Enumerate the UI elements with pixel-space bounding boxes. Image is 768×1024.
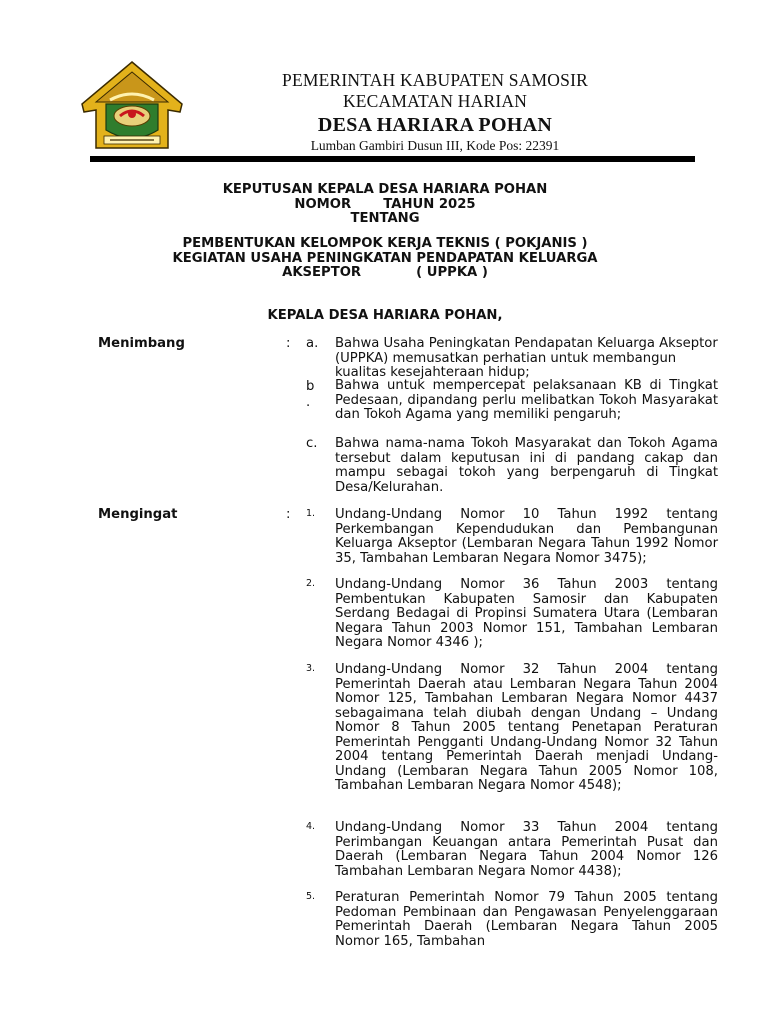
list-text: Undang-Undang Nomor 32 Tahun 2004 tentang Pemerintah Daerah atau Lembaran Negara Tahun 2004 Nomor 125, Tambahan Lembaran Negara Nomor 4437 sebagaimana telah diubah dengan Undang – Undang Nomor 8 Tahun 2005 tentang Penetapan Peraturan Pemerintah Pengganti Undang-Undang Nomor 32 Tahun 2004 tentang Pemerintah Daerah menjadi Undang-Undang (Lembaran Negara Tahun 2005 Nomor 108, Tambahan Lembaran Negara Nomor 4548); xyxy=(335,662,718,793)
list-text: Bahwa Usaha Peningkatan Pendapatan Keluarga Akseptor (UPPKA) memusatkan perhatian untuk membangun kualitas kesejahteraan hidup; xyxy=(335,336,718,380)
subject-line: AKSEPTOR ( UPPKA ) xyxy=(282,265,488,280)
section-label: Mengingat xyxy=(98,507,178,522)
list-marker: 1. xyxy=(306,508,316,519)
letterhead-village: DESA HARIARA POHAN xyxy=(317,114,553,136)
decree-title-line: KEPUTUSAN KEPALA DESA HARIARA POHAN xyxy=(222,182,548,197)
list-marker: 3. xyxy=(306,663,316,674)
list-text: Bahwa untuk mempercepat pelaksanaan KB di Tingkat Pedesaan, dipandang perlu melibatkan Tokoh Masyarakat dan Tokoh Agama yang memiliki pengaruh; xyxy=(335,378,718,422)
list-marker: 5. xyxy=(306,891,316,902)
letterhead-address: Lumban Gambiri Dusun III, Kode Pos: 22391 xyxy=(310,138,560,153)
decree-number-line: NOMOR TAHUN 2025 xyxy=(294,196,476,212)
list-text: Undang-Undang Nomor 10 Tahun 1992 tentang Perkembangan Kependudukan dan Pembangunan Keluarga Akseptor (Lembaran Negara Tahun 1992 Nomor 35, Tambahan Lembaran Negara Nomor 3475); xyxy=(335,507,718,566)
list-text: Undang-Undang Nomor 36 Tahun 2003 tentang Pembentukan Kabupaten Samosir dan Kabupaten Serdang Bedagai di Propinsi Sumatera Utara (Lembaran Negara Tahun 2003 Nomor 151, Tambahan Lembaran Negara Nomor 4346 ); xyxy=(335,577,718,650)
list-marker: c. xyxy=(306,436,318,451)
list-marker: 2. xyxy=(306,578,316,589)
issuer-heading: KEPALA DESA HARIARA POHAN, xyxy=(267,308,503,323)
list-text: Undang-Undang Nomor 33 Tahun 2004 tentang Perimbangan Keuangan antara Pemerintah Pusat dan Daerah (Lembaran Negara Tahun 2004 Nomor 126 Tambahan Lembaran Negara Nomor 4438); xyxy=(335,820,718,879)
section-colon: : xyxy=(286,336,291,351)
letterhead-district: KECAMATAN HARIAN xyxy=(342,91,528,111)
samosir-emblem-icon xyxy=(80,60,184,152)
letterhead xyxy=(210,70,660,155)
list-text: Bahwa nama-nama Tokoh Masyarakat dan Tokoh Agama tersebut dalam keputusan ini di pandang cakap dan mampu sebagai tokoh yang berpengaruh di Tingkat Desa/Kelurahan. xyxy=(335,436,718,495)
decree-title xyxy=(70,183,700,227)
decree-subject xyxy=(70,237,700,281)
section-label: Menimbang xyxy=(98,336,185,351)
letterhead-government: PEMERINTAH KABUPATEN SAMOSIR xyxy=(282,70,588,90)
list-text: Peraturan Pemerintah Nomor 79 Tahun 2005 tentang Pedoman Pembinaan dan Pengawasan Penyelenggaraan Pemerintah Daerah (Lembaran Negara Tahun 2005 Nomor 165, Tambahan xyxy=(335,890,718,949)
letterhead-divider xyxy=(90,156,695,162)
decree-about-line: TENTANG xyxy=(350,211,420,226)
subject-line: KEGIATAN USAHA PENINGKATAN PENDAPATAN KELUARGA xyxy=(172,250,598,266)
list-marker: 4. xyxy=(306,821,316,832)
subject-line: PEMBENTUKAN KELOMPOK KERJA TEKNIS ( POKJANIS ) xyxy=(182,236,588,251)
section-colon: : xyxy=(286,507,291,522)
list-marker: b . xyxy=(306,379,315,410)
list-marker: a. xyxy=(306,336,319,351)
